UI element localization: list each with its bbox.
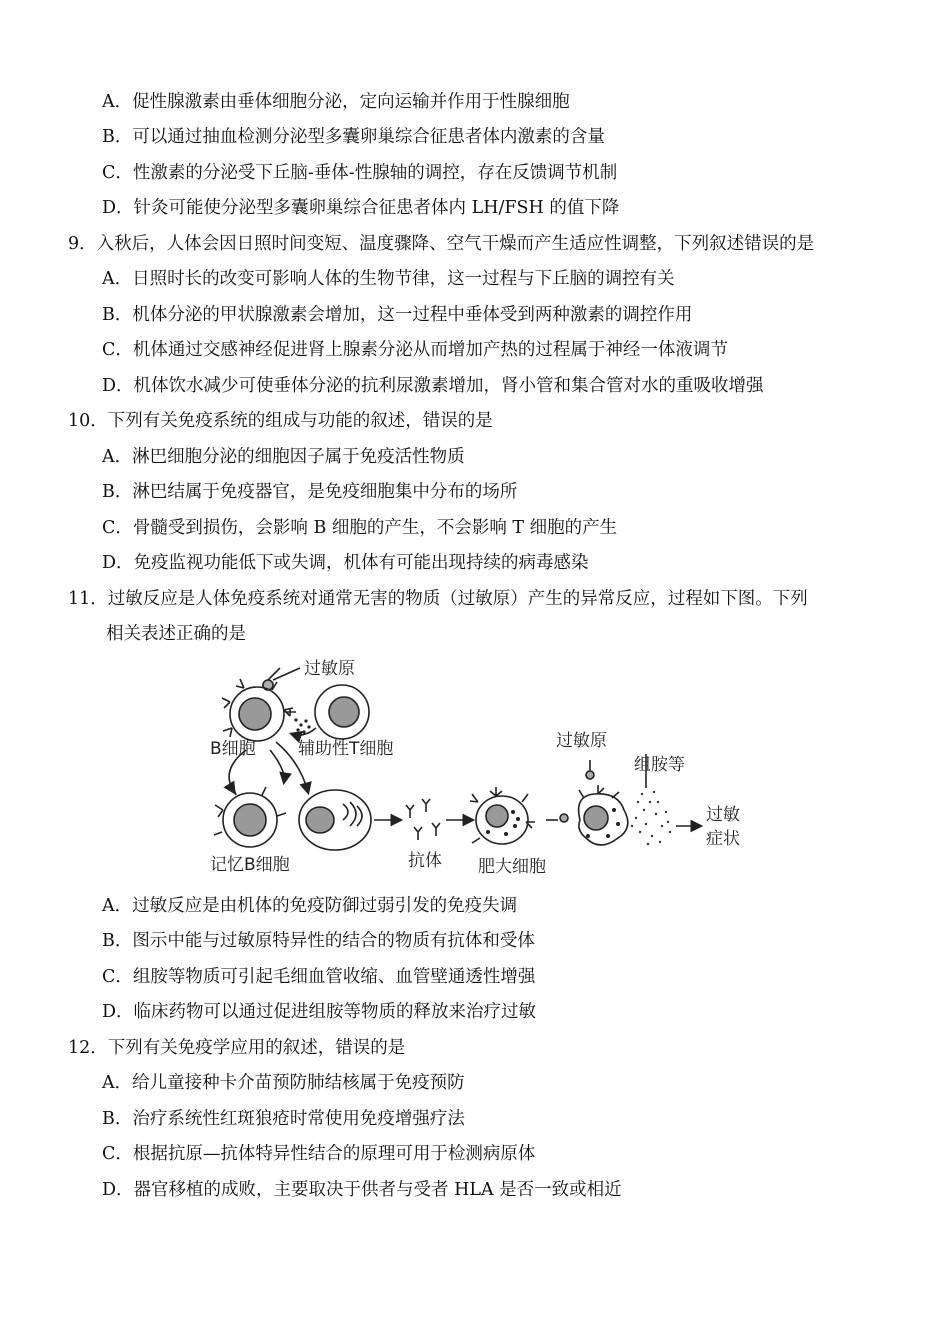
q10-option-c: C．骨髓受到损伤，会影响 B 细胞的产生，不会影响 T 细胞的产生 (102, 518, 618, 538)
q10-option-d: D．免疫监视功能低下或失调，机体有可能出现持续的病毒感染 (102, 553, 589, 573)
q10-option-a: A．淋巴细胞分泌的细胞因子属于免疫活性物质 (102, 447, 465, 467)
q8-option-c: C．性激素的分泌受下丘脑-垂体-性腺轴的调控，存在反馈调节机制 (102, 163, 618, 183)
q8-option-b: B．可以通过抽血检测分泌型多囊卵巢综合征患者体内激素的含量 (102, 127, 605, 147)
q10-stem: 10．下列有关免疫系统的组成与功能的叙述，错误的是 (68, 411, 493, 431)
mast-cell (470, 787, 535, 844)
label-allergen-right: 过敏原 (556, 731, 607, 751)
q8-option-d: D．针灸可能使分泌型多囊卵巢综合征患者体内 LH/FSH 的值下降 (102, 198, 620, 218)
q11-stem-line1: 11．过敏反应是人体免疫系统对通常无害的物质（过敏原）产生的异常反应，过程如下图。下列 (68, 589, 808, 609)
q9-option-b: B．机体分泌的甲状腺激素会增加，这一过程中垂体受到两种激素的调控作用 (102, 305, 693, 325)
label-b-cell: B细胞 (210, 739, 256, 759)
q11-option-b: B．图示中能与过敏原特异性的结合的物质有抗体和受体 (102, 931, 535, 951)
b-cell (222, 679, 293, 741)
label-symptom-2: 症状 (706, 829, 740, 849)
label-allergen-top: 过敏原 (304, 659, 355, 679)
q12-option-d: D．器官移植的成败，主要取决于供者与受者 HLA 是否一致或相近 (102, 1180, 622, 1200)
q12-option-b: B．治疗系统性红斑狼疮时常使用免疫增强疗法 (102, 1109, 465, 1129)
q11-option-c: C．组胺等物质可引起毛细血管收缩、血管壁通透性增强 (102, 967, 536, 987)
q12-option-a: A．给儿童接种卡介苗预防肺结核属于免疫预防 (102, 1073, 465, 1093)
label-memory-b-cell: 记忆B细胞 (210, 855, 290, 875)
label-mast-cell: 肥大细胞 (478, 857, 546, 877)
label-symptom-1: 过敏 (706, 805, 740, 825)
label-histamine: 组胺等 (634, 755, 685, 775)
q12-option-c: C．根据抗原—抗体特异性结合的原理可用于检测病原体 (102, 1144, 536, 1164)
allergy-process-figure (200, 652, 760, 882)
allergen-particle-2 (560, 814, 568, 822)
q11-option-d: D．临床药物可以通过促进组胺等物质的释放来治疗过敏 (102, 1002, 537, 1022)
q12-stem: 12．下列有关免疫学应用的叙述，错误的是 (68, 1038, 406, 1058)
q11-stem-line2: 相关表述正确的是 (106, 624, 246, 644)
label-antibody: 抗体 (408, 851, 442, 871)
q10-option-b: B．淋巴结属于免疫器官，是免疫细胞集中分布的场所 (102, 482, 518, 502)
helper-t-cell (315, 685, 369, 739)
cytokine-dots (294, 718, 310, 733)
q9-stem: 9．入秋后，人体会因日照时间变短、温度骤降、空气干燥而产生适应性调整，下列叙述错误的是 (68, 234, 815, 254)
label-helper-t-cell: 辅助性T细胞 (298, 739, 394, 759)
q9-option-c: C．机体通过交感神经促进肾上腺素分泌从而增加产热的过程属于神经一体液调节 (102, 340, 728, 360)
q9-option-d: D．机体饮水减少可使垂体分泌的抗利尿激素增加，肾小管和集合管对水的重吸收增强 (102, 376, 764, 396)
antibody-molecules (406, 799, 440, 840)
q11-option-a: A．过敏反应是由机体的免疫防御过弱引发的免疫失调 (102, 896, 518, 916)
histamine-cloud (631, 791, 671, 845)
degranulating-mast-cell (579, 760, 628, 845)
q8-option-a: A．促性腺激素由垂体细胞分泌，定向运输并作用于性腺细胞 (102, 92, 570, 112)
q9-option-a: A．日照时长的改变可影响人体的生物节律，这一过程与下丘脑的调控有关 (102, 269, 675, 289)
memory-b-cell (214, 786, 286, 847)
plasma-cell (299, 790, 371, 850)
